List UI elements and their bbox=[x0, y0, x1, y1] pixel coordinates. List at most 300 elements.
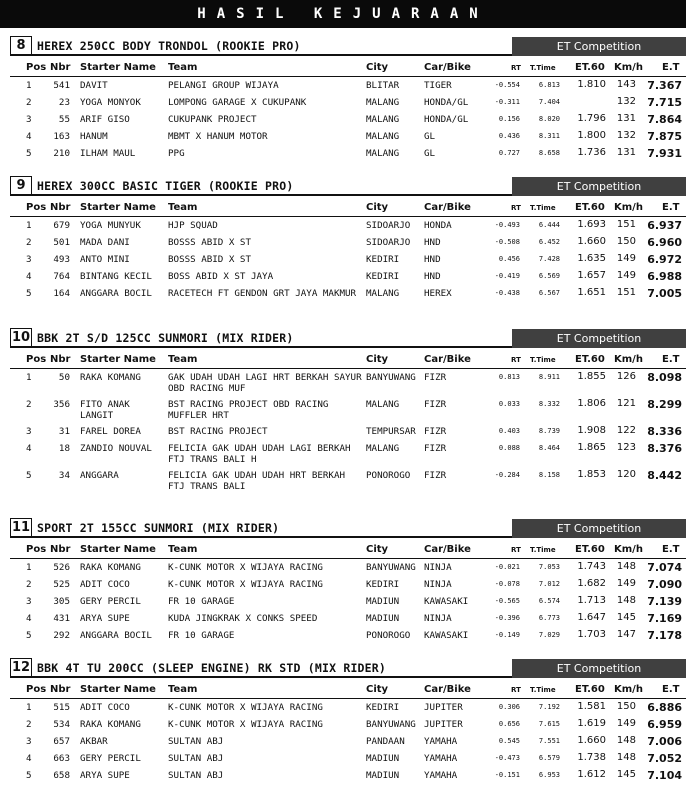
table-row bbox=[10, 733, 686, 750]
et-cell: 7.139 bbox=[647, 595, 682, 608]
pos-cell: 2 bbox=[26, 97, 32, 108]
car-cell: FIZR bbox=[424, 470, 447, 481]
starter-name-cell: ANGGARA BOCIL bbox=[80, 288, 152, 299]
pos-cell: 4 bbox=[26, 131, 32, 142]
car-cell: HND bbox=[424, 271, 441, 282]
section-number: 9 bbox=[10, 176, 32, 196]
car-cell: JUPITER bbox=[424, 719, 463, 730]
ttime-cell: 8.658 bbox=[538, 149, 560, 157]
section-title: HEREX 300CC BASIC TIGER (ROOKIE PRO) bbox=[37, 179, 294, 193]
starter-name-cell: ARIF GISO bbox=[80, 114, 130, 125]
city-cell: KEDIRI bbox=[366, 702, 400, 713]
kmh-cell: 148 bbox=[616, 735, 636, 746]
section-number: 10 bbox=[10, 328, 32, 348]
kmh-cell: 122 bbox=[616, 425, 636, 436]
starter-name-cell: BINTANG KECIL bbox=[80, 271, 152, 282]
team-cell: K-CUNK MOTOR X WIJAYA RACING bbox=[168, 579, 323, 590]
city-cell: PONOROGO bbox=[366, 470, 411, 481]
rt-cell: -0.021 bbox=[494, 563, 520, 571]
pos-cell: 2 bbox=[26, 399, 32, 410]
rt-cell: -0.493 bbox=[494, 221, 520, 229]
rt-cell: -0.473 bbox=[494, 754, 520, 762]
column-header-et: E.T bbox=[662, 202, 680, 213]
et-cell: 8.442 bbox=[647, 469, 682, 482]
et-cell: 6.988 bbox=[647, 270, 682, 283]
rt-cell: -0.396 bbox=[494, 614, 520, 622]
car-cell: KAWASAKI bbox=[424, 596, 469, 607]
city-cell: MALANG bbox=[366, 131, 400, 142]
kmh-cell: 143 bbox=[616, 79, 636, 90]
section-header bbox=[10, 658, 686, 678]
nbr-cell: 34 bbox=[58, 470, 70, 481]
team-cell: SULTAN ABJ bbox=[168, 753, 224, 764]
column-header-kmh: Km/h bbox=[614, 62, 643, 73]
nbr-cell: 164 bbox=[53, 288, 70, 299]
table-row bbox=[10, 369, 686, 396]
starter-name-cell: RAKA KOMANG bbox=[80, 562, 141, 573]
table-header bbox=[10, 541, 686, 559]
team-cell: BOSSS ABID X ST bbox=[168, 254, 251, 265]
column-header-city: City bbox=[366, 202, 389, 213]
race-section bbox=[10, 36, 686, 162]
kmh-cell: 131 bbox=[616, 113, 636, 124]
kmh-cell: 121 bbox=[616, 398, 636, 409]
pos-cell: 2 bbox=[26, 719, 32, 730]
et60-cell: 1.693 bbox=[577, 219, 606, 230]
rt-cell: 0.156 bbox=[498, 115, 520, 123]
rt-cell: -0.554 bbox=[494, 81, 520, 89]
team-cell: MBMT X HANUM MOTOR bbox=[168, 131, 268, 142]
car-cell: HONDA/GL bbox=[424, 97, 469, 108]
ttime-cell: 6.579 bbox=[538, 754, 560, 762]
team-cell: PPG bbox=[168, 148, 185, 159]
page-title: HASIL KEJUARAAN bbox=[0, 0, 686, 28]
nbr-cell: 55 bbox=[58, 114, 70, 125]
et-competition-badge: ET Competition bbox=[512, 519, 686, 538]
team-cell: K-CUNK MOTOR X WIJAYA RACING bbox=[168, 719, 323, 730]
team-cell: BST RACING PROJECT bbox=[168, 426, 268, 437]
column-header-starter: Starter Name bbox=[80, 544, 156, 555]
starter-name-cell: ARYA SUPE bbox=[80, 613, 130, 624]
et60-cell: 1.657 bbox=[577, 270, 606, 281]
et60-cell: 1.810 bbox=[577, 79, 606, 90]
starter-name-cell: ADIT COCO bbox=[80, 702, 130, 713]
ttime-cell: 7.404 bbox=[538, 98, 560, 106]
column-header-kmh: Km/h bbox=[614, 684, 643, 695]
section-title-box bbox=[10, 36, 510, 56]
ttime-cell: 6.452 bbox=[538, 238, 560, 246]
city-cell: BANYUWANG bbox=[366, 372, 416, 383]
kmh-cell: 131 bbox=[616, 147, 636, 158]
table-row bbox=[10, 576, 686, 593]
et60-cell: 1.865 bbox=[577, 442, 606, 453]
ttime-cell: 8.311 bbox=[538, 132, 560, 140]
starter-name-cell: FITO ANAK LANGIT bbox=[80, 399, 130, 421]
nbr-cell: 356 bbox=[53, 399, 70, 410]
et-cell: 6.972 bbox=[647, 253, 682, 266]
team-cell: BST RACING PROJECT OBD RACING MUFFLER HRT bbox=[168, 399, 329, 421]
et60-cell: 1.660 bbox=[577, 735, 606, 746]
car-cell: HONDA/GL bbox=[424, 114, 469, 125]
section-header bbox=[10, 518, 686, 538]
nbr-cell: 534 bbox=[53, 719, 70, 730]
table-row bbox=[10, 234, 686, 251]
column-header-nbr: Nbr bbox=[50, 354, 71, 365]
column-header-nbr: Nbr bbox=[50, 202, 71, 213]
city-cell: SIDOARJO bbox=[366, 237, 411, 248]
et-cell: 6.959 bbox=[647, 718, 682, 731]
column-header-city: City bbox=[366, 354, 389, 365]
section-title-box bbox=[10, 176, 510, 196]
et-competition-badge: ET Competition bbox=[512, 659, 686, 678]
starter-name-cell: ANGGARA BOCIL bbox=[80, 630, 152, 641]
column-header-city: City bbox=[366, 684, 389, 695]
et-cell: 7.178 bbox=[647, 629, 682, 642]
table-row bbox=[10, 94, 686, 111]
ttime-cell: 8.739 bbox=[538, 427, 560, 435]
et-competition-badge: ET Competition bbox=[512, 177, 686, 196]
team-cell: FR 10 GARAGE bbox=[168, 630, 235, 641]
pos-cell: 1 bbox=[26, 562, 32, 573]
car-cell: TIGER bbox=[424, 80, 452, 91]
table-row bbox=[10, 128, 686, 145]
section-title: BBK 4T TU 200CC (SLEEP ENGINE) RK STD (MIX RIDER) bbox=[37, 661, 387, 675]
column-header-nbr: Nbr bbox=[50, 544, 71, 555]
team-cell: LOMPONG GARAGE X CUKUPANK bbox=[168, 97, 307, 108]
team-cell: GAK UDAH UDAH LAGI HRT BERKAH SAYUR OBD RACING MUF bbox=[168, 372, 362, 394]
ttime-cell: 6.773 bbox=[538, 614, 560, 622]
kmh-cell: 151 bbox=[616, 219, 636, 230]
pos-cell: 5 bbox=[26, 770, 32, 781]
ttime-cell: 6.569 bbox=[538, 272, 560, 280]
car-cell: JUPITER bbox=[424, 702, 463, 713]
nbr-cell: 526 bbox=[53, 562, 70, 573]
table-row bbox=[10, 77, 686, 94]
column-header-ttime: T.Time bbox=[530, 686, 556, 694]
car-cell: FIZR bbox=[424, 426, 447, 437]
table-header bbox=[10, 59, 686, 77]
city-cell: TEMPURSAR bbox=[366, 426, 416, 437]
column-header-ttime: T.Time bbox=[530, 356, 556, 364]
et60-cell: 1.703 bbox=[577, 629, 606, 640]
column-header-team: Team bbox=[168, 62, 198, 73]
column-header-pos: Pos bbox=[26, 544, 47, 555]
et60-cell: 1.581 bbox=[577, 701, 606, 712]
city-cell: MALANG bbox=[366, 443, 400, 454]
table-row bbox=[10, 423, 686, 440]
car-cell: HND bbox=[424, 254, 441, 265]
column-header-et60: ET.60 bbox=[575, 354, 605, 365]
team-cell: FR 10 GARAGE bbox=[168, 596, 235, 607]
et-cell: 7.715 bbox=[647, 96, 682, 109]
starter-name-cell: ARYA SUPE bbox=[80, 770, 130, 781]
column-header-team: Team bbox=[168, 354, 198, 365]
table-row bbox=[10, 145, 686, 162]
et-competition-badge: ET Competition bbox=[512, 37, 686, 56]
kmh-cell: 132 bbox=[616, 130, 636, 141]
table-row bbox=[10, 559, 686, 576]
nbr-cell: 210 bbox=[53, 148, 70, 159]
starter-name-cell: RAKA KOMANG bbox=[80, 372, 141, 383]
nbr-cell: 663 bbox=[53, 753, 70, 764]
ttime-cell: 8.158 bbox=[538, 471, 560, 479]
city-cell: BLITAR bbox=[366, 80, 400, 91]
table-row bbox=[10, 716, 686, 733]
car-cell: FIZR bbox=[424, 399, 447, 410]
et-cell: 7.052 bbox=[647, 752, 682, 765]
rt-cell: 0.436 bbox=[498, 132, 520, 140]
section-title-box bbox=[10, 518, 510, 538]
car-cell: NINJA bbox=[424, 613, 452, 624]
kmh-cell: 150 bbox=[616, 701, 636, 712]
team-cell: BOSS ABID X ST JAYA bbox=[168, 271, 274, 282]
et60-cell: 1.800 bbox=[577, 130, 606, 141]
starter-name-cell: FAREL DOREA bbox=[80, 426, 141, 437]
kmh-cell: 123 bbox=[616, 442, 636, 453]
ttime-cell: 7.053 bbox=[538, 563, 560, 571]
column-header-ttime: T.Time bbox=[530, 64, 556, 72]
column-header-kmh: Km/h bbox=[614, 202, 643, 213]
et60-cell: 1.806 bbox=[577, 398, 606, 409]
column-header-pos: Pos bbox=[26, 202, 47, 213]
column-header-pos: Pos bbox=[26, 62, 47, 73]
et-competition-badge: ET Competition bbox=[512, 329, 686, 348]
table-row bbox=[10, 440, 686, 467]
et60-cell: 1.635 bbox=[577, 253, 606, 264]
et60-cell: 1.647 bbox=[577, 612, 606, 623]
ttime-cell: 7.029 bbox=[538, 631, 560, 639]
pos-cell: 4 bbox=[26, 753, 32, 764]
et-cell: 6.937 bbox=[647, 219, 682, 232]
team-cell: FELICIA GAK UDAH UDAH HRT BERKAH FTJ TRANS BALI bbox=[168, 470, 346, 492]
pos-cell: 1 bbox=[26, 702, 32, 713]
et60-cell: 1.796 bbox=[577, 113, 606, 124]
column-header-rt: RT bbox=[511, 546, 521, 554]
kmh-cell: 126 bbox=[616, 371, 636, 382]
rt-cell: 0.656 bbox=[498, 720, 520, 728]
kmh-cell: 149 bbox=[616, 253, 636, 264]
table-row bbox=[10, 610, 686, 627]
ttime-cell: 8.332 bbox=[538, 400, 560, 408]
et-cell: 7.090 bbox=[647, 578, 682, 591]
starter-name-cell: GERY PERCIL bbox=[80, 753, 141, 764]
et-cell: 7.005 bbox=[647, 287, 682, 300]
column-header-starter: Starter Name bbox=[80, 354, 156, 365]
ttime-cell: 7.428 bbox=[538, 255, 560, 263]
column-header-team: Team bbox=[168, 544, 198, 555]
nbr-cell: 525 bbox=[53, 579, 70, 590]
city-cell: MADIUN bbox=[366, 613, 400, 624]
car-cell: KAWASAKI bbox=[424, 630, 469, 641]
column-header-car: Car/Bike bbox=[424, 62, 471, 73]
ttime-cell: 7.551 bbox=[538, 737, 560, 745]
car-cell: HEREX bbox=[424, 288, 452, 299]
ttime-cell: 7.192 bbox=[538, 703, 560, 711]
kmh-cell: 145 bbox=[616, 769, 636, 780]
et-cell: 6.960 bbox=[647, 236, 682, 249]
rt-cell: 0.545 bbox=[498, 737, 520, 745]
car-cell: YAMAHA bbox=[424, 753, 458, 764]
column-header-et: E.T bbox=[662, 354, 680, 365]
rt-cell: -0.311 bbox=[494, 98, 520, 106]
kmh-cell: 132 bbox=[616, 96, 636, 107]
team-cell: CUKUPANK PROJECT bbox=[168, 114, 257, 125]
et60-cell: 1.855 bbox=[577, 371, 606, 382]
race-section bbox=[10, 518, 686, 644]
nbr-cell: 305 bbox=[53, 596, 70, 607]
et-cell: 7.931 bbox=[647, 147, 682, 160]
table-row bbox=[10, 467, 686, 494]
nbr-cell: 292 bbox=[53, 630, 70, 641]
kmh-cell: 148 bbox=[616, 561, 636, 572]
car-cell: GL bbox=[424, 131, 436, 142]
city-cell: MADIUN bbox=[366, 770, 400, 781]
nbr-cell: 493 bbox=[53, 254, 70, 265]
city-cell: MADIUN bbox=[366, 753, 400, 764]
rt-cell: -0.419 bbox=[494, 272, 520, 280]
column-header-nbr: Nbr bbox=[50, 62, 71, 73]
team-cell: SULTAN ABJ bbox=[168, 736, 224, 747]
et60-cell: 1.660 bbox=[577, 236, 606, 247]
ttime-cell: 6.953 bbox=[538, 771, 560, 779]
city-cell: MALANG bbox=[366, 114, 400, 125]
et-cell: 8.299 bbox=[647, 398, 682, 411]
et60-cell: 1.682 bbox=[577, 578, 606, 589]
pos-cell: 5 bbox=[26, 148, 32, 159]
et60-cell: 1.738 bbox=[577, 752, 606, 763]
nbr-cell: 23 bbox=[58, 97, 70, 108]
city-cell: KEDIRI bbox=[366, 579, 400, 590]
kmh-cell: 150 bbox=[616, 236, 636, 247]
et60-cell: 1.713 bbox=[577, 595, 606, 606]
team-cell: PELANGI GROUP WIJAYA bbox=[168, 80, 279, 91]
pos-cell: 1 bbox=[26, 80, 32, 91]
kmh-cell: 149 bbox=[616, 270, 636, 281]
kmh-cell: 147 bbox=[616, 629, 636, 640]
et-cell: 7.875 bbox=[647, 130, 682, 143]
table-row bbox=[10, 593, 686, 610]
race-section bbox=[10, 328, 686, 494]
car-cell: YAMAHA bbox=[424, 770, 458, 781]
city-cell: MALANG bbox=[366, 97, 400, 108]
nbr-cell: 658 bbox=[53, 770, 70, 781]
city-cell: BANYUWANG bbox=[366, 719, 416, 730]
pos-cell: 3 bbox=[26, 114, 32, 125]
nbr-cell: 541 bbox=[53, 80, 70, 91]
team-cell: FELICIA GAK UDAH UDAH LAGI BERKAH FTJ TRANS BALI H bbox=[168, 443, 351, 465]
team-cell: KUDA JINGKRAK X CONKS SPEED bbox=[168, 613, 318, 624]
pos-cell: 3 bbox=[26, 596, 32, 607]
column-header-starter: Starter Name bbox=[80, 202, 156, 213]
starter-name-cell: ANGGARA bbox=[80, 470, 119, 481]
city-cell: MALANG bbox=[366, 148, 400, 159]
column-header-car: Car/Bike bbox=[424, 354, 471, 365]
kmh-cell: 148 bbox=[616, 595, 636, 606]
column-header-kmh: Km/h bbox=[614, 544, 643, 555]
rt-cell: -0.565 bbox=[494, 597, 520, 605]
column-header-et60: ET.60 bbox=[575, 62, 605, 73]
column-header-kmh: Km/h bbox=[614, 354, 643, 365]
et60-cell: 1.853 bbox=[577, 469, 606, 480]
ttime-cell: 6.574 bbox=[538, 597, 560, 605]
city-cell: KEDIRI bbox=[366, 254, 400, 265]
pos-cell: 5 bbox=[26, 630, 32, 641]
starter-name-cell: ZANDIO NOUVAL bbox=[80, 443, 152, 454]
starter-name-cell: MADA DANI bbox=[80, 237, 130, 248]
starter-name-cell: ANTO MINI bbox=[80, 254, 130, 265]
starter-name-cell: ILHAM MAUL bbox=[80, 148, 136, 159]
section-title-box bbox=[10, 658, 510, 678]
car-cell: FIZR bbox=[424, 443, 447, 454]
et60-cell: 1.619 bbox=[577, 718, 606, 729]
team-cell: SULTAN ABJ bbox=[168, 770, 224, 781]
ttime-cell: 6.444 bbox=[538, 221, 560, 229]
section-title: HEREX 250CC BODY TRONDOL (ROOKIE PRO) bbox=[37, 39, 301, 53]
column-header-ttime: T.Time bbox=[530, 546, 556, 554]
table-header bbox=[10, 199, 686, 217]
pos-cell: 3 bbox=[26, 736, 32, 747]
section-header bbox=[10, 176, 686, 196]
column-header-et60: ET.60 bbox=[575, 684, 605, 695]
ttime-cell: 8.464 bbox=[538, 444, 560, 452]
column-header-pos: Pos bbox=[26, 684, 47, 695]
et60-cell: 1.743 bbox=[577, 561, 606, 572]
team-cell: K-CUNK MOTOR X WIJAYA RACING bbox=[168, 562, 323, 573]
rt-cell: -0.438 bbox=[494, 289, 520, 297]
city-cell: PANDAAN bbox=[366, 736, 405, 747]
column-header-team: Team bbox=[168, 202, 198, 213]
table-row bbox=[10, 111, 686, 128]
table-row bbox=[10, 285, 686, 312]
column-header-pos: Pos bbox=[26, 354, 47, 365]
rt-cell: 0.727 bbox=[498, 149, 520, 157]
column-header-starter: Starter Name bbox=[80, 684, 156, 695]
column-header-et60: ET.60 bbox=[575, 544, 605, 555]
section-number: 12 bbox=[10, 658, 32, 678]
ttime-cell: 6.567 bbox=[538, 289, 560, 297]
starter-name-cell: DAVIT bbox=[80, 80, 108, 91]
pos-cell: 3 bbox=[26, 426, 32, 437]
table-row bbox=[10, 699, 686, 716]
rt-cell: 0.813 bbox=[498, 373, 520, 381]
table-header bbox=[10, 681, 686, 699]
et-cell: 8.098 bbox=[647, 371, 682, 384]
car-cell: GL bbox=[424, 148, 436, 159]
ttime-cell: 7.012 bbox=[538, 580, 560, 588]
team-cell: K-CUNK MOTOR X WIJAYA RACING bbox=[168, 702, 323, 713]
column-header-et: E.T bbox=[662, 684, 680, 695]
pos-cell: 4 bbox=[26, 443, 32, 454]
city-cell: SIDOARJO bbox=[366, 220, 411, 231]
pos-cell: 4 bbox=[26, 613, 32, 624]
section-header bbox=[10, 36, 686, 56]
rt-cell: 0.088 bbox=[498, 444, 520, 452]
column-header-et: E.T bbox=[662, 544, 680, 555]
column-header-rt: RT bbox=[511, 686, 521, 694]
starter-name-cell: AKBAR bbox=[80, 736, 108, 747]
column-header-ttime: T.Time bbox=[530, 204, 556, 212]
ttime-cell: 6.813 bbox=[538, 81, 560, 89]
rt-cell: -0.149 bbox=[494, 631, 520, 639]
rt-cell: -0.078 bbox=[494, 580, 520, 588]
table-row bbox=[10, 396, 686, 423]
team-cell: HJP SQUAD bbox=[168, 220, 218, 231]
nbr-cell: 657 bbox=[53, 736, 70, 747]
table-row bbox=[10, 217, 686, 234]
nbr-cell: 501 bbox=[53, 237, 70, 248]
column-header-et: E.T bbox=[662, 62, 680, 73]
pos-cell: 1 bbox=[26, 220, 32, 231]
